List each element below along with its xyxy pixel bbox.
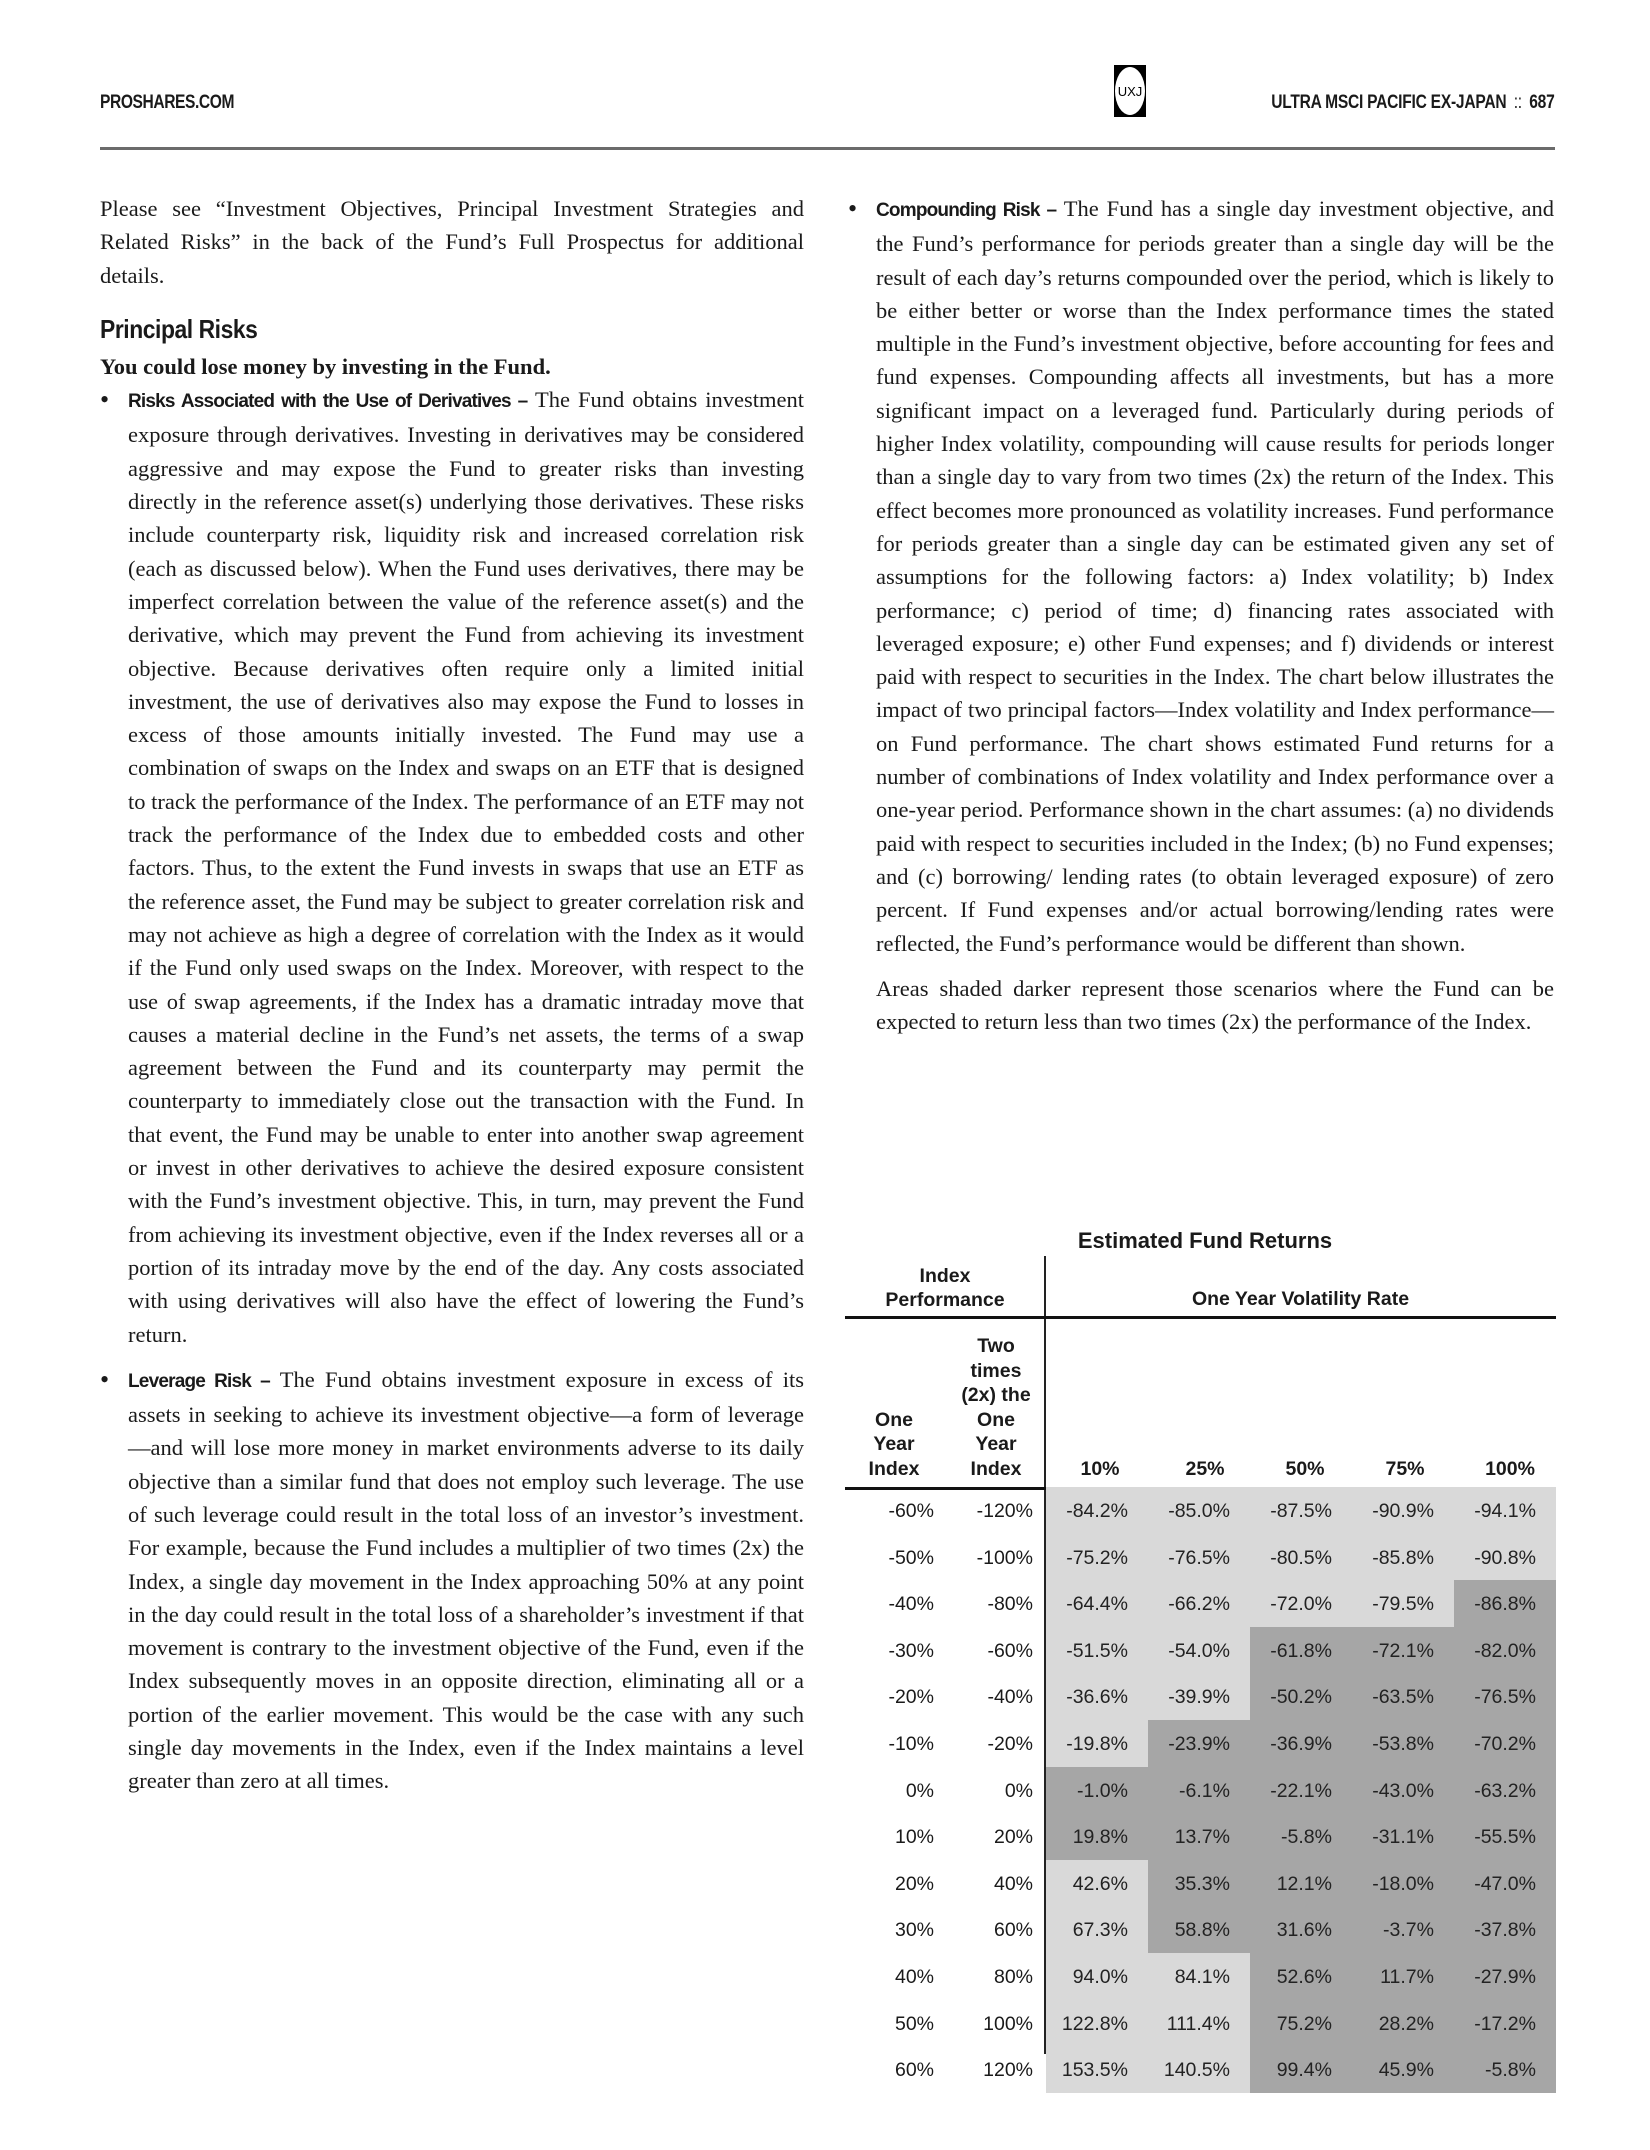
risk-item-title: Compounding Risk –: [876, 200, 1057, 221]
return-cell-light: -19.8%: [1046, 1720, 1148, 1767]
return-cell-dark: -61.8%: [1250, 1627, 1352, 1674]
return-cell-dark: -17.2%: [1454, 2000, 1556, 2047]
table-column-header: [845, 1319, 1556, 1490]
row-index-2x-value: -80%: [987, 1593, 1033, 1616]
return-cell-dark: -76.5%: [1454, 1673, 1556, 1720]
return-cell-dark: -50.2%: [1250, 1673, 1352, 1720]
table-group-header: [845, 1256, 1556, 1319]
return-cell-light: -80.5%: [1250, 1534, 1352, 1581]
intro-paragraph: Please see “Investment Objectives, Principal Investment Strategies and Related Risks” in the back of the Fund’s Full Prospectus for additional details.: [100, 196, 804, 288]
site-name: PROSHARES.COM: [100, 92, 235, 113]
table-row: [845, 1813, 1556, 1860]
return-cell-light: -90.9%: [1352, 1487, 1454, 1534]
return-cell-light: 67.3%: [1046, 1906, 1148, 1953]
return-cell-dark: -6.1%: [1148, 1767, 1250, 1814]
return-cell-dark: -53.8%: [1352, 1720, 1454, 1767]
volatility-header: One Year Volatility Rate: [1191, 1288, 1410, 1310]
row-index-2x-value: 100%: [983, 2012, 1033, 2035]
return-cell-light: -75.2%: [1046, 1534, 1148, 1581]
return-cell-light: -85.0%: [1148, 1487, 1250, 1534]
return-cell-dark: -5.8%: [1250, 1813, 1352, 1860]
return-cell-dark: -31.1%: [1352, 1813, 1454, 1860]
return-cell-light: -36.6%: [1046, 1673, 1148, 1720]
col-header-vol: 100%: [1485, 1457, 1535, 1480]
table-row: [845, 1534, 1556, 1581]
return-cell-dark: -63.5%: [1352, 1673, 1454, 1720]
table-row: [845, 1580, 1556, 1627]
table-title: Estimated Fund Returns: [1077, 1228, 1333, 1253]
ticker-badge: [1114, 65, 1146, 117]
header-rule: [100, 147, 1555, 150]
return-cell-light: -76.5%: [1148, 1534, 1250, 1581]
return-cell-dark: -86.8%: [1454, 1580, 1556, 1627]
return-cell-light: -90.8%: [1454, 1534, 1556, 1581]
return-cell-light: -87.5%: [1250, 1487, 1352, 1534]
row-index-value: 20%: [894, 1872, 934, 1895]
table-body: [845, 1487, 1556, 2093]
return-cell-light: -84.2%: [1046, 1487, 1148, 1534]
return-cell-dark: 13.7%: [1148, 1813, 1250, 1860]
row-index-value: 50%: [894, 2012, 934, 2035]
row-index-value: -40%: [888, 1593, 934, 1616]
risk-subheading: You could lose money by investing in the Fund.: [100, 353, 551, 379]
col-header-vol: 75%: [1385, 1457, 1425, 1480]
risk-item-leverage: [100, 1363, 804, 1798]
row-index-2x-value: -20%: [987, 1732, 1033, 1755]
return-cell-dark: 28.2%: [1352, 2000, 1454, 2047]
return-cell-dark: 75.2%: [1250, 2000, 1352, 2047]
return-cell-light: 122.8%: [1046, 2000, 1148, 2047]
return-cell-light: -94.1%: [1454, 1487, 1556, 1534]
return-cell-light: -54.0%: [1148, 1627, 1250, 1674]
row-index-2x-value: 80%: [993, 1965, 1033, 1988]
col-header-vol: 10%: [1080, 1457, 1120, 1480]
risk-item-text: The Fund has a single day investment objective, and the Fund’s performance for periods greater than a single day will be the result of each day’s returns compounded over the period, which is likely to be either better or worse than the Index performance times the stated multiple in the Fund’s investment objective, before accounting for fees and fund expenses. Compounding affects all investments, but has a more significant impact on a leveraged fund. Particularly during periods of higher Index volatility, compounding will cause results for periods longer than a single day to vary from two times (2x) the return of the Index. This effect becomes more pronounced as volatility increases. Fund performance for periods greater than a single day can be estimated given any set of assumptions for the following factors: a) Index volatility; b) Index performance; c) period of time; d) financing rates associated with leveraged exposure; e) other Fund expenses; and f) dividends or interest paid with respect to securities in the Index. The chart below illustrates the impact of two principal factors—Index volatility and Index performance—on Fund performance. The chart shows estimated Fund returns for a number of combinations of Index volatility and Index performance over a one-year period. Performance shown in the chart assumes: (a) no dividends paid with respect to securities included in the Index; (b) no Fund expenses; and (c) borrowing/ lending rates (to obtain leveraged exposure) of zero percent. If Fund expenses and/or actual borrowing/lending rates were reflected, the Fund’s performance would be different than shown.: [876, 196, 1555, 956]
return-cell-dark: 19.8%: [1046, 1813, 1148, 1860]
shading-note: Areas shaded darker represent those scenarios where the Fund can be expected to return less than two times (2x) the performance of the Index.: [876, 975, 1554, 1035]
return-cell-dark: 99.4%: [1250, 2046, 1352, 2093]
row-index-value: 0%: [905, 1779, 934, 1802]
return-cell-dark: 12.1%: [1250, 1860, 1352, 1907]
return-cell-dark: -82.0%: [1454, 1627, 1556, 1674]
table-row: [845, 2000, 1556, 2047]
row-index-value: 30%: [894, 1919, 934, 1942]
return-cell-dark: -43.0%: [1352, 1767, 1454, 1814]
risk-item-title: Risks Associated with the Use of Derivatives –: [128, 391, 528, 413]
return-cell-dark: -22.1%: [1250, 1767, 1352, 1814]
row-index-2x-value: 20%: [993, 1826, 1033, 1849]
col-header-index-2x: Two times (2x) the One Year Index: [961, 1335, 1031, 1480]
table-row: [845, 1767, 1556, 1814]
row-index-2x-value: -60%: [987, 1639, 1033, 1662]
title-separator: ::: [1514, 92, 1523, 113]
fund-title: ULTRA MSCI PACIFIC EX-JAPAN: [1271, 92, 1507, 113]
table-row: [845, 1906, 1556, 1953]
right-column: [848, 192, 1554, 1038]
table-row: [845, 1673, 1556, 1720]
table-row: [845, 2046, 1556, 2093]
return-cell-light: 111.4%: [1148, 2000, 1250, 2047]
return-cell-dark: -27.9%: [1454, 1953, 1556, 2000]
fund-title-line: [1272, 92, 1555, 114]
row-index-2x-value: 120%: [983, 2059, 1033, 2082]
row-index-value: 40%: [894, 1965, 934, 1988]
return-cell-dark: -36.9%: [1250, 1720, 1352, 1767]
table-row: [845, 1953, 1556, 2000]
table-row: [845, 1720, 1556, 1767]
risk-list: [100, 383, 804, 1797]
row-index-value: -50%: [888, 1546, 934, 1569]
return-cell-dark: -3.7%: [1352, 1906, 1454, 1953]
return-cell-light: -39.9%: [1148, 1673, 1250, 1720]
risk-item-text: The Fund obtains investment exposure through derivatives. Investing in derivatives may be considered aggressive and may expose the Fund to greater risks than investing directly in the reference asset(s) underlying those derivatives. These risks include counterparty risk, liquidity risk and increased correlation risk (each as discussed below). When the Fund uses derivatives, there may be imperfect correlation between the value of the reference asset(s) and the derivative, which may prevent the Fund from achieving its investment objective. Because derivatives often require only a limited initial investment, the use of derivatives also may expose the Fund to losses in excess of those amounts initially invested. The Fund may use a combination of swaps on the Index and swaps on an ETF that is designed to track the performance of the Index. The performance of an ETF may not track the performance of the Index due to embedded costs and other factors. Thus, to the extent the Fund invests in swaps that use an ETF as the reference asset, the Fund may be subject to greater correlation risk and may not achieve as high a degree of correlation with the Index as it would if the Fund only used swaps on the Index. Moreover, with respect to the use of swap agreements, if the Index has a dramatic intraday move that causes a material decline in the Fund’s net assets, the terms of a swap agreement between the Fund and its counterparty may permit the counterparty to immediately close out the transaction with the Fund. In that event, the Fund may be unable to enter into another swap agreement or invest in other derivatives to achieve the desired exposure consistent with the Fund’s investment objective. This, in turn, may prevent the Fund from achieving its investment objective, even if the Index reverses all or a portion of its intraday move by the end of the day. Any costs associated with using derivatives will also have the effect of lowering the Fund’s return.: [128, 387, 804, 1347]
row-index-value: 10%: [894, 1826, 934, 1849]
left-column: [100, 192, 804, 1810]
table-row: [845, 1487, 1556, 1534]
return-cell-light: 140.5%: [1148, 2046, 1250, 2093]
return-cell-dark: -55.5%: [1454, 1813, 1556, 1860]
table-row: [845, 1627, 1556, 1674]
risk-item-derivatives: [100, 383, 804, 1351]
page-number: 687: [1529, 92, 1555, 113]
return-cell-light: -51.5%: [1046, 1627, 1148, 1674]
ticker-badge-icon: UXJ: [1115, 67, 1145, 115]
return-cell-dark: -5.8%: [1454, 2046, 1556, 2093]
row-index-value: 60%: [894, 2059, 934, 2082]
return-cell-dark: -63.2%: [1454, 1767, 1556, 1814]
return-cell-dark: 31.6%: [1250, 1906, 1352, 1953]
return-cell-dark: -72.1%: [1352, 1627, 1454, 1674]
row-index-2x-value: -40%: [987, 1686, 1033, 1709]
risk-item-compounding: [848, 192, 1554, 960]
row-index-2x-value: 40%: [993, 1872, 1033, 1895]
return-cell-light: -85.8%: [1352, 1534, 1454, 1581]
return-cell-dark: -23.9%: [1148, 1720, 1250, 1767]
return-cell-light: 84.1%: [1148, 1953, 1250, 2000]
return-cell-light: 153.5%: [1046, 2046, 1148, 2093]
row-index-2x-value: -120%: [976, 1500, 1033, 1522]
row-index-value: -30%: [888, 1639, 934, 1662]
return-cell-dark: -18.0%: [1352, 1860, 1454, 1907]
row-index-value: -10%: [888, 1732, 934, 1755]
col-header-index: One Year Index: [868, 1408, 920, 1480]
risk-list-continued: [848, 192, 1554, 960]
return-cell-dark: 35.3%: [1148, 1860, 1250, 1907]
col-header-vol: 50%: [1285, 1457, 1325, 1480]
return-cell-dark: -1.0%: [1046, 1767, 1148, 1814]
table-row: [845, 1860, 1556, 1907]
row-index-2x-value: 0%: [1004, 1779, 1033, 1802]
return-cell-dark: -70.2%: [1454, 1720, 1556, 1767]
return-cell-light: 42.6%: [1046, 1860, 1148, 1907]
index-performance-header: Index Performance: [885, 1265, 1005, 1311]
return-cell-dark: 45.9%: [1352, 2046, 1454, 2093]
return-cell-dark: 52.6%: [1250, 1953, 1352, 2000]
row-index-value: -60%: [888, 1500, 934, 1522]
return-cell-dark: 58.8%: [1148, 1906, 1250, 1953]
risk-item-text: The Fund obtains investment exposure in excess of its assets in seeking to achieve its investment objective—a form of leverage—and will lose more money in market environments adverse to its daily objective than a similar fund that does not employ such leverage. The use of such leverage could result in the total loss of an investor’s investment. For example, because the Fund includes a multiplier of two times (2x) the Index, a single day movement in the Index approaching 50% at any point in the day could result in the total loss of a shareholder’s investment if that movement is contrary to the investment objective of the Fund, even if the Index subsequently moves in an opposite direction, eliminating all or a portion of the earlier movement. This would be the case with any such single day movements in the Index, even if the Index maintains a level greater than zero at all times.: [128, 1366, 805, 1794]
return-cell-light: 94.0%: [1046, 1953, 1148, 2000]
risk-item-title: Leverage Risk –: [128, 1370, 270, 1392]
return-cell-light: -79.5%: [1352, 1580, 1454, 1627]
row-index-value: -20%: [888, 1686, 934, 1709]
row-index-2x-value: 60%: [993, 1919, 1033, 1942]
estimated-returns-table: [845, 1256, 1556, 2082]
return-cell-dark: 11.7%: [1352, 1953, 1454, 2000]
row-index-2x-value: -100%: [976, 1546, 1033, 1569]
return-cell-light: -66.2%: [1148, 1580, 1250, 1627]
section-heading: Principal Risks: [100, 313, 258, 344]
return-cell-light: -72.0%: [1250, 1580, 1352, 1627]
return-cell-light: -64.4%: [1046, 1580, 1148, 1627]
return-cell-dark: -47.0%: [1454, 1860, 1556, 1907]
return-cell-dark: -37.8%: [1454, 1906, 1556, 1953]
col-header-vol: 25%: [1185, 1457, 1225, 1480]
